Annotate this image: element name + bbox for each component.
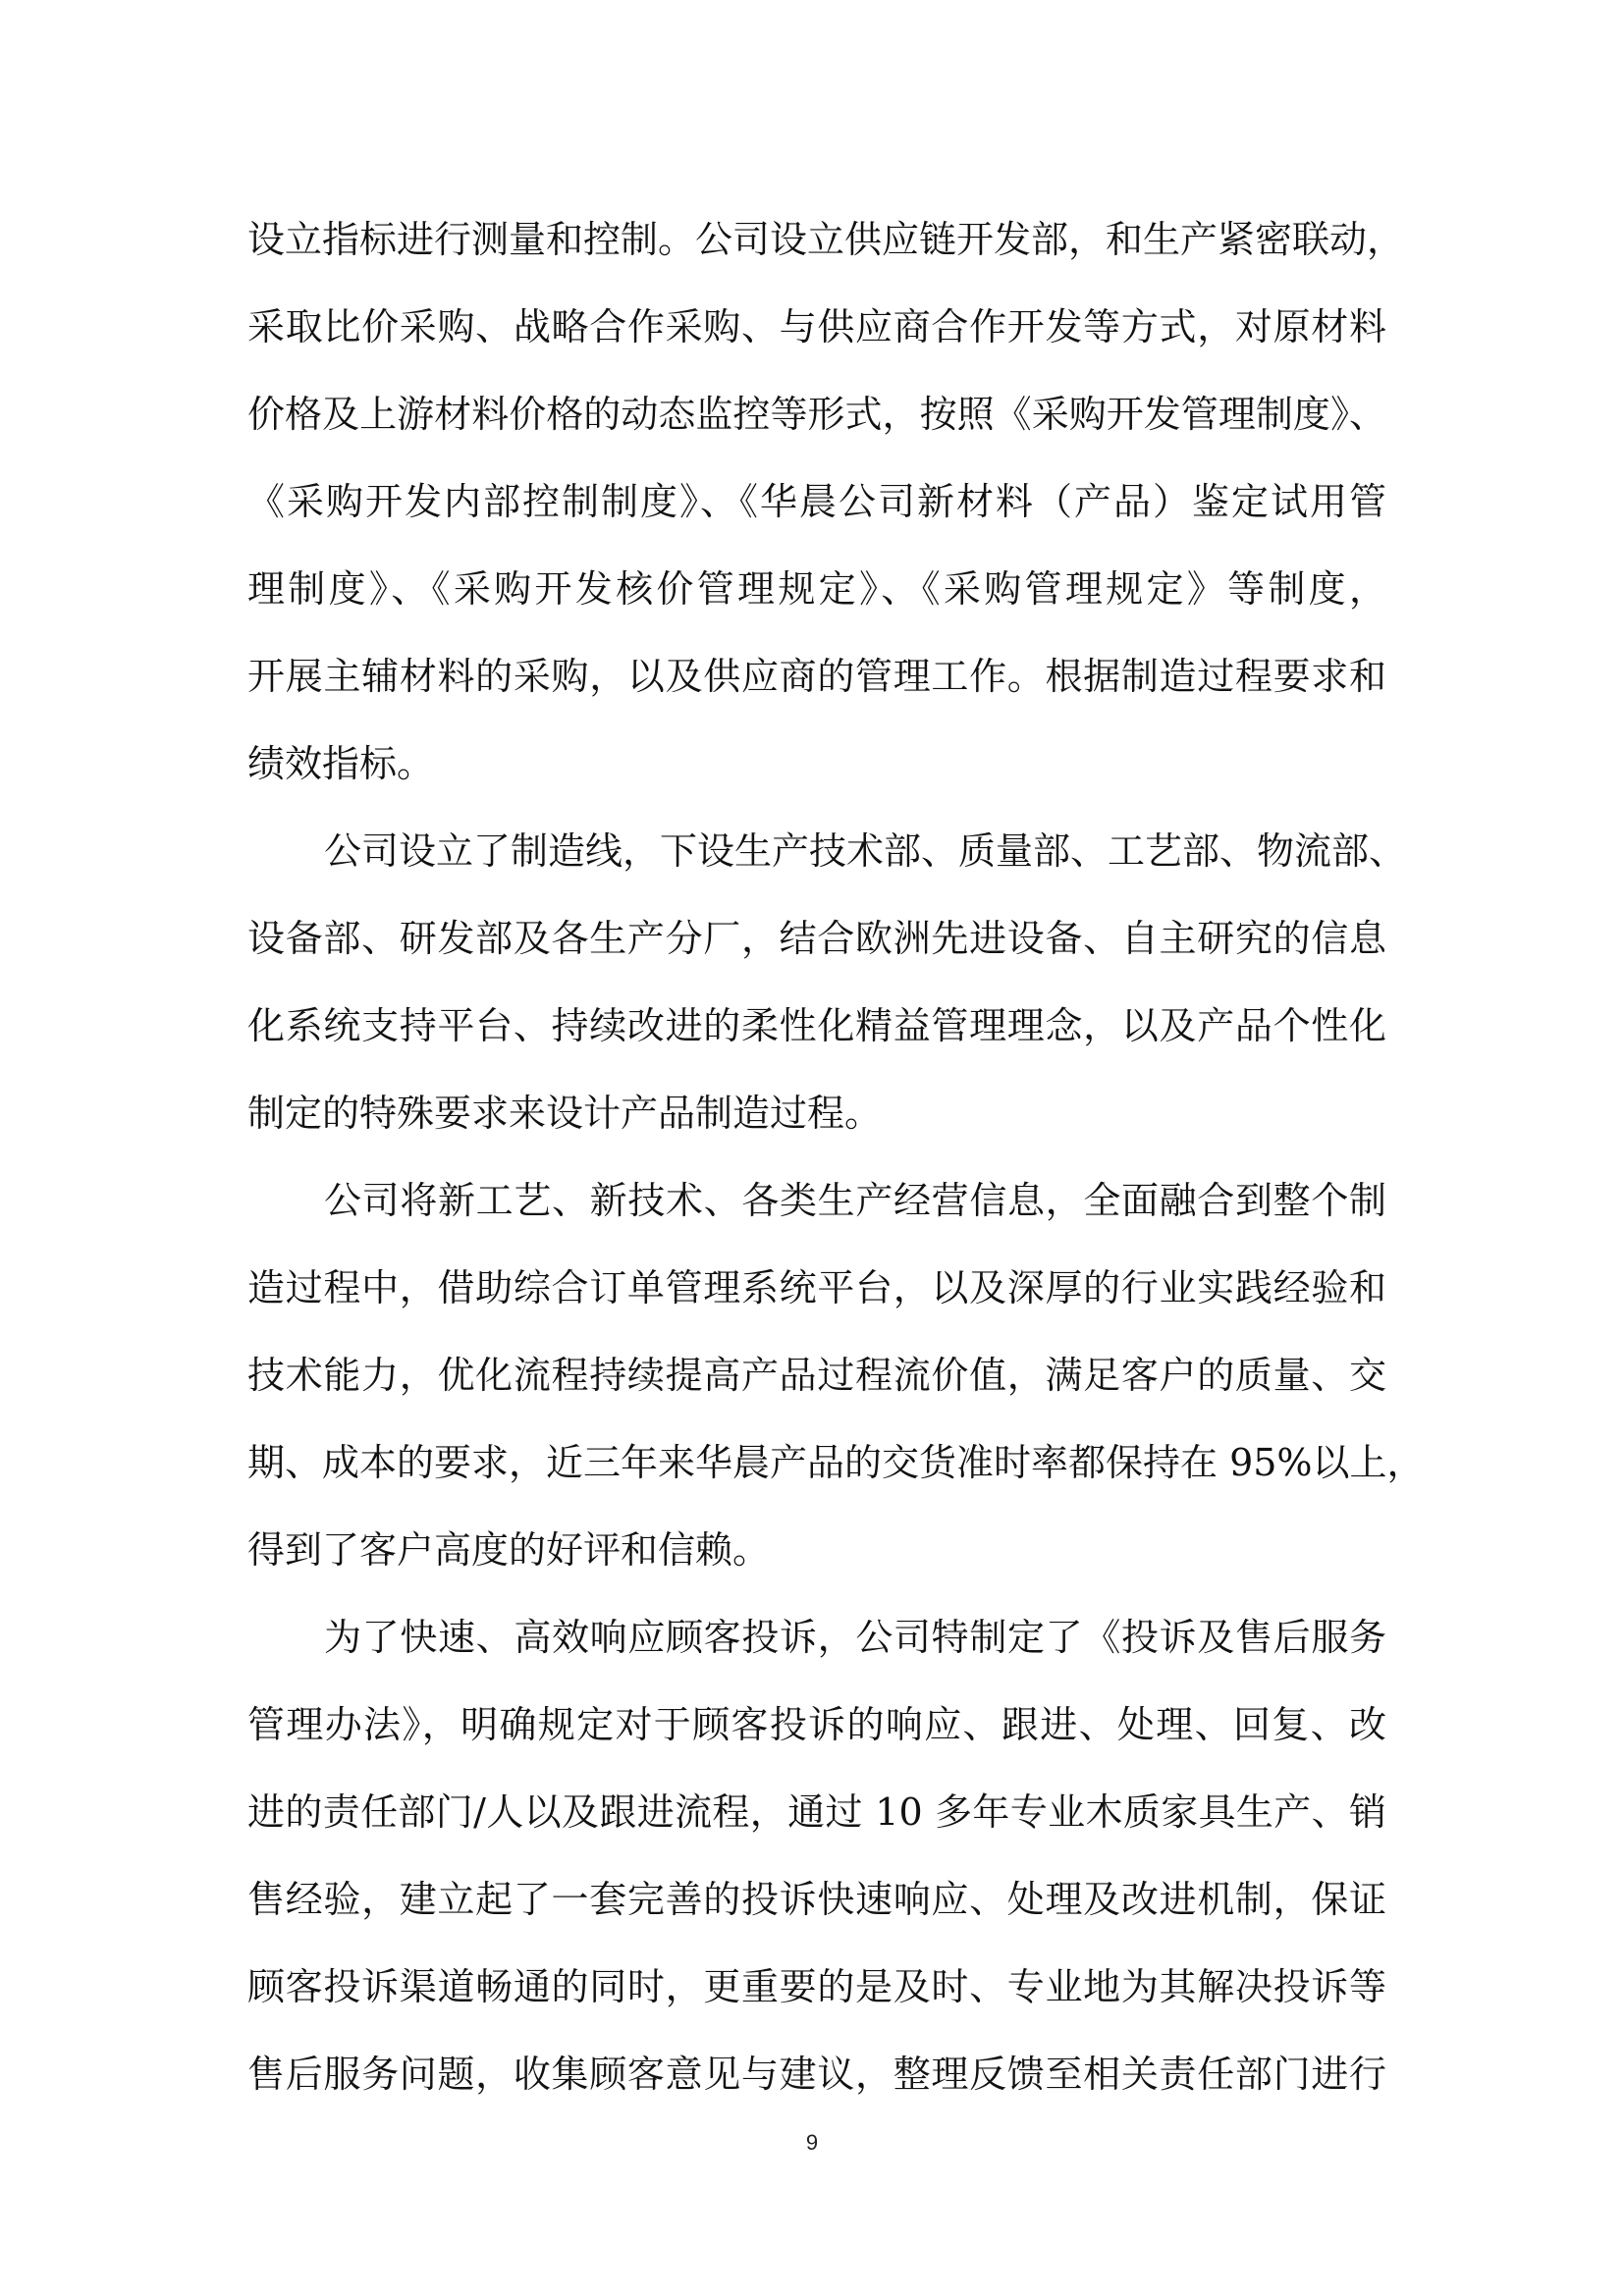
body-text xyxy=(247,196,1425,2118)
text-line: 《采购开发内部控制制度》、《华晨公司新材料（产品）鉴定试用管 xyxy=(247,480,1386,523)
text-line: 进的责任部门/人以及跟进流程，通过 10 多年专业木质家具生产、销 xyxy=(247,1790,1386,1834)
text-line: 售后服务问题，收集顾客意见与建议，整理反馈至相关责任部门进行 xyxy=(247,2053,1386,2096)
text-line: 技术能力，优化流程持续提高产品过程流价值，满足客户的质量、交 xyxy=(247,1354,1386,1397)
text-line: 理制度》、《采购开发核价管理规定》、《采购管理规定》等制度， xyxy=(247,567,1386,611)
text-line: 开展主辅材料的采购，以及供应商的管理工作。根据制造过程要求和 xyxy=(247,655,1386,698)
text-line: 公司设立了制造线，下设生产技术部、质量部、工艺部、物流部、 xyxy=(324,829,1407,873)
text-line: 得到了客户高度的好评和信赖。 xyxy=(247,1528,771,1572)
text-line: 化系统支持平台、持续改进的柔性化精益管理理念，以及产品个性化 xyxy=(247,1004,1386,1047)
text-line: 采取比价采购、战略合作采购、与供应商合作开发等方式，对原材料 xyxy=(247,305,1386,348)
text-line: 设立指标进行测量和控制。公司设立供应链开发部，和生产紧密联动， xyxy=(247,218,1405,261)
text-line: 售经验，建立起了一套完善的投诉快速响应、处理及改进机制，保证 xyxy=(247,1878,1386,1921)
text-line: 顾客投诉渠道畅通的同时，更重要的是及时、专业地为其解决投诉等 xyxy=(247,1965,1386,2008)
text-line: 价格及上游材料价格的动态监控等形式，按照《采购开发管理制度》、 xyxy=(247,393,1386,436)
text-line: 设备部、研发部及各生产分厂，结合欧洲先进设备、自主研究的信息 xyxy=(247,917,1386,960)
text-line: 管理办法》，明确规定对于顾客投诉的响应、跟进、处理、回复、改 xyxy=(247,1703,1386,1746)
text-line: 造过程中，借助综合订单管理系统平台，以及深厚的行业实践经验和 xyxy=(247,1266,1386,1309)
text-line: 制定的特殊要求来设计产品制造过程。 xyxy=(247,1092,883,1135)
text-line: 公司将新工艺、新技术、各类生产经营信息，全面融合到整个制 xyxy=(324,1179,1386,1222)
text-line: 为了快速、高效响应顾客投诉，公司特制定了《投诉及售后服务 xyxy=(324,1616,1386,1659)
text-line: 期、成本的要求，近三年来华晨产品的交货准时率都保持在 95%以上， xyxy=(247,1441,1425,1484)
page-number: 9 xyxy=(805,2130,819,2155)
text-line: 绩效指标。 xyxy=(247,742,435,785)
